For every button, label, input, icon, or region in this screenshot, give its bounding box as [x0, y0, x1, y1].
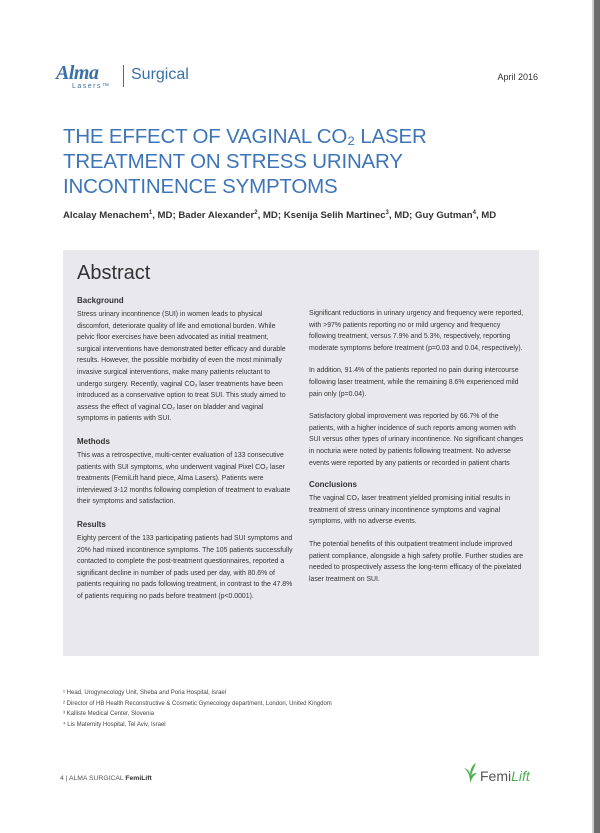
background-heading: Background — [77, 296, 124, 305]
results-text-pain: In addition, 91.4% of the patients reported no pain during intercourse following laser treatment, while the remaining 8.6% experienced mild pain only (p=0.04). — [309, 367, 519, 398]
background-text: Stress urinary incontinence (SUI) in women leads to physical discomfort, deteriorate quality of life and emotional burden. While pelvic floor exercises have been advocated as initial treatment, surgical interventions have demonstrated better efficacy and durable results. However, the possible morbidity of even the most minimally invasive surgical interventions, make many patients reluctant to undergo surgery. Recently, vaginal CO₂ laser treatments have been introduced as a conservative option to treat SUI. This study aimed to assess the effect of vaginal CO₂ laser on bladder and vaginal symptoms in patients with SUI. — [77, 311, 286, 423]
methods-heading: Methods — [77, 436, 110, 446]
logo-section-label: Surgical — [131, 66, 189, 83]
footnote: ⁴ Lis Maternity Hospital, Tel Aviv, Israel — [63, 721, 166, 728]
abstract-right-column — [309, 308, 525, 596]
author-name: Guy Gutman — [415, 210, 473, 222]
author-list — [63, 210, 543, 221]
footnote: ³ Kalliste Medical Center, Slovenia — [63, 711, 155, 717]
conclusions-heading: Conclusions — [309, 480, 358, 490]
author-affiliation-mark: 1 — [148, 210, 153, 216]
methods-text: This was a retrospective, multi-center evaluation of 133 consecutive patients with SUI symptoms, who underwent vaginal Pixel CO₂ laser treatments (FemiLift hand piece, Alma Lasers). Patients were interviewed 3-12 months following completion of treatment to evaluate their symptoms and satisfaction. — [77, 451, 291, 506]
femilift-wordmark-lift: Lift — [511, 768, 530, 784]
abstract-heading: Abstract — [77, 262, 151, 284]
abstract-left-column — [77, 296, 293, 614]
results-text: Eighty percent of the 133 participating patients had SUI symptoms and 20% had mixed incontinence symptoms. The 105 patients successfully contacted to complete the post-treatment questionnaires, reported a significant decline in number of pads used per day, with 80.6% of patients requiring no pads following treatment, in contrast to the 47.8% of patients requiring no pads before treatment (p<0.0001). — [77, 534, 293, 600]
footer-page-label: 4 | ALMA SURGICAL — [60, 775, 124, 782]
femilift-logo — [462, 762, 542, 788]
conclusions-text: The vaginal CO₂ laser treatment yielded promising initial results in treatment of stress urinary incontinence symptoms and vaginal symptoms, with no adverse events. — [309, 495, 511, 526]
paper-title: THE EFFECT OF VAGINAL CO₂ LASER TREATMENT ON STRESS URINARY INCONTINENCE SYMPTOMS — [63, 125, 427, 198]
logo-lasers-text: Lasers™ — [72, 83, 111, 90]
page-footer — [60, 775, 152, 782]
author-affiliation-mark: 3 — [385, 210, 389, 216]
results-text-continued: Significant reductions in urinary urgency and frequency were reported, with >97% patients reporting no or mild urgency and frequency following treatment, versus 7.9% and 5.3%, respectively, reporting moderate symptoms before treatment (p=0.03 and 0.04, respectively). — [309, 310, 524, 352]
author-suffix: , MD — [475, 210, 497, 222]
author-name: Alcalay Menachem — [63, 210, 149, 222]
footnote: ² Director of HB Health Reconstructive & Cosmetic Gynecology department, London, United Kingdom — [63, 700, 332, 707]
footer-brand: FemiLift — [125, 775, 152, 782]
logo-divider — [123, 65, 124, 87]
author-suffix: , MD; — [388, 210, 416, 222]
author-suffix: , MD; — [152, 210, 179, 222]
conclusions-text-benefits: The potential benefits of this outpatient treatment include improved patient compliance, alongside a high safety profile. Further studies are needed to prospectively assess the long-term efficacy of the pixelated laser treatment on SUI. — [309, 540, 524, 583]
logo-alma-text: Alma — [56, 62, 99, 84]
results-text-satisfaction: Satisfactory global improvement was reported by 66.7% of the patients, with a higher incidence of such reports among women with SUI versus other types of urinary incontinence. No significant changes in nocturia were noted by patients following treatment. No adverse events were reported by any patients or recorded in patient charts — [309, 413, 524, 467]
results-heading: Results — [77, 519, 106, 529]
author-name: Bader Alexander — [178, 210, 255, 222]
footnote: ¹ Head, Urogynecology Unit, Sheba and Poria Hospital, Israel — [63, 690, 227, 696]
author-affiliation-mark: 4 — [472, 210, 476, 216]
abstract-box — [63, 250, 539, 656]
author-affiliation-mark: 2 — [254, 210, 258, 216]
femilift-wordmark — [480, 768, 530, 784]
author-name: Ksenija Selih Martinec — [283, 210, 386, 222]
footnotes — [63, 688, 543, 730]
femilift-wordmark-femi: Femi — [480, 768, 512, 784]
leaf-icon — [462, 762, 478, 784]
publication-date: April 2016 — [497, 72, 538, 82]
page-edge — [594, 0, 600, 833]
author-suffix: , MD; — [257, 210, 284, 222]
